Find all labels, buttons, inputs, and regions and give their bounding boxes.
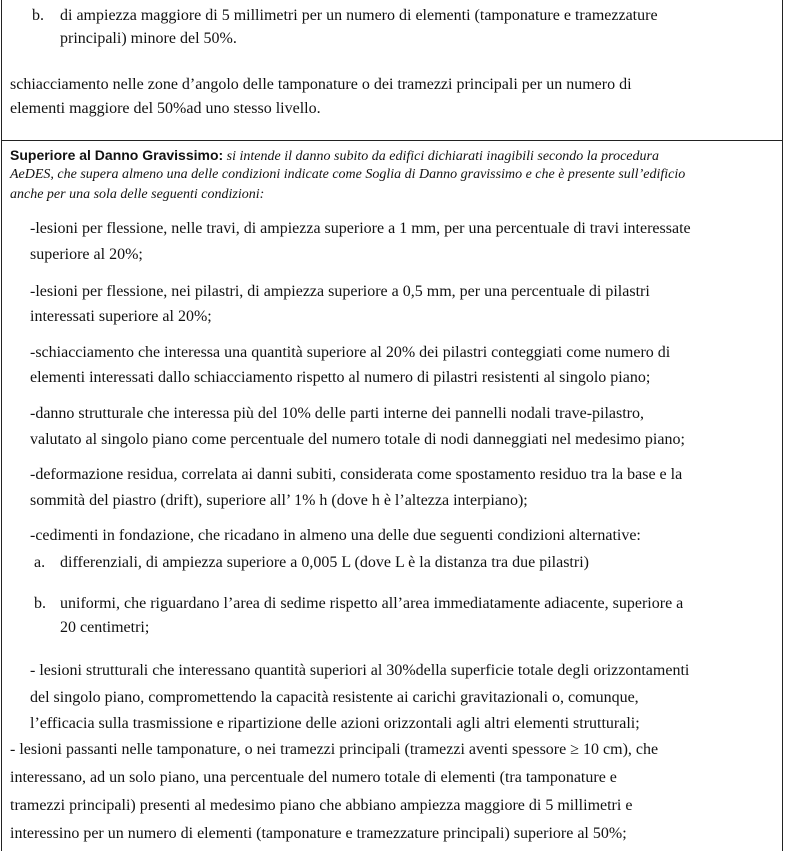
list-item-text: uniformi, che riguardano l’area di sedime rispetto all’area immediatamente adiacente, superiore a: [60, 595, 684, 612]
condition-text: - lesioni passanti nelle tamponature, o nei tramezzi principali (tramezzi aventi spessore ≥ 10 cm), che: [10, 741, 659, 758]
heading-title: Superiore al Danno Gravissimo:: [10, 147, 224, 163]
heading-text: AeDES, che supera almeno una delle condizioni indicate come Soglia di Danno gravissimo e che è presente sull’edificio: [10, 167, 686, 182]
list-marker: b.: [32, 7, 44, 24]
heading-text: si intende il danno subito da edifici dichiarati inagibili secondo la procedura: [226, 149, 659, 164]
paragraph-text: schiacciamento nelle zone d’angolo delle tamponature o dei tramezzi principali per un numero di: [10, 76, 632, 93]
condition-text: -danno strutturale che interessa più del 10% delle parti interne dei pannelli nodali trave-pilastro,: [30, 405, 645, 422]
list-item-text: principali) minore del 50%.: [60, 30, 237, 47]
condition-text: interessati superiore al 20%;: [30, 308, 212, 325]
list-marker: a.: [34, 554, 46, 571]
list-marker: b.: [34, 595, 46, 612]
condition-text: elementi interessati dallo schiacciamento rispetto al numero di pilastri resistenti al singolo piano;: [30, 369, 651, 386]
heading-text: anche per una sola delle seguenti condizioni:: [10, 187, 265, 202]
condition-text: -lesioni per flessione, nelle travi, di ampiezza superiore a 1 mm, per una percentuale di travi interessate: [30, 220, 691, 237]
condition-text: -cedimenti in fondazione, che ricadano in almeno una delle due seguenti condizioni alternative:: [30, 527, 641, 544]
section-heading: [10, 145, 659, 167]
condition-text: -deformazione residua, correlata ai danni subiti, considerata come spostamento residuo tra la base e la: [30, 466, 683, 483]
condition-text: valutato al singolo piano come percentuale del numero totale di nodi danneggiati nel medesimo piano;: [30, 431, 685, 448]
list-item-text: di ampiezza maggiore di 5 millimetri per un numero di elementi (tamponature e tramezzature: [60, 7, 658, 24]
condition-text: interessino per un numero di elementi (tamponature e tramezzature principali) superiore al 50%;: [10, 825, 627, 842]
condition-text: superiore al 20%;: [30, 246, 143, 263]
condition-text: tramezzi principali) presenti al medesimo piano che abbiano ampiezza maggiore di 5 millimetri e: [10, 797, 633, 814]
paragraph-text: elementi maggiore del 50%ad uno stesso livello.: [10, 100, 321, 117]
condition-text: - lesioni strutturali che interessano quantità superiori al 30%della superficie totale degli orizzontamenti: [30, 662, 690, 679]
condition-text: interessano, ad un solo piano, una percentuale del numero totale di elementi (tra tamponature e: [10, 769, 617, 786]
condition-text: sommità del piastro (drift), superiore all’ 1% h (dove h è l’altezza interpiano);: [30, 492, 528, 509]
condition-text: l’efficacia sulla trasmissione e ripartizione delle azioni orizzontali agli altri elementi strutturali;: [30, 715, 640, 732]
condition-text: -lesioni per flessione, nei pilastri, di ampiezza superiore a 0,5 mm, per una percentuale di pilastri: [30, 283, 650, 300]
condition-text: del singolo piano, compromettendo la capacità resistente ai carichi gravitazionali o, comunque,: [30, 689, 639, 706]
list-item-text: differenziali, di ampiezza superiore a 0,005 L (dove L è la distanza tra due pilastri): [60, 554, 589, 571]
list-item-text: 20 centimetri;: [60, 619, 150, 636]
condition-text: -schiacciamento che interessa una quantità superiore al 20% dei pilastri conteggiati come numero di: [30, 344, 671, 361]
